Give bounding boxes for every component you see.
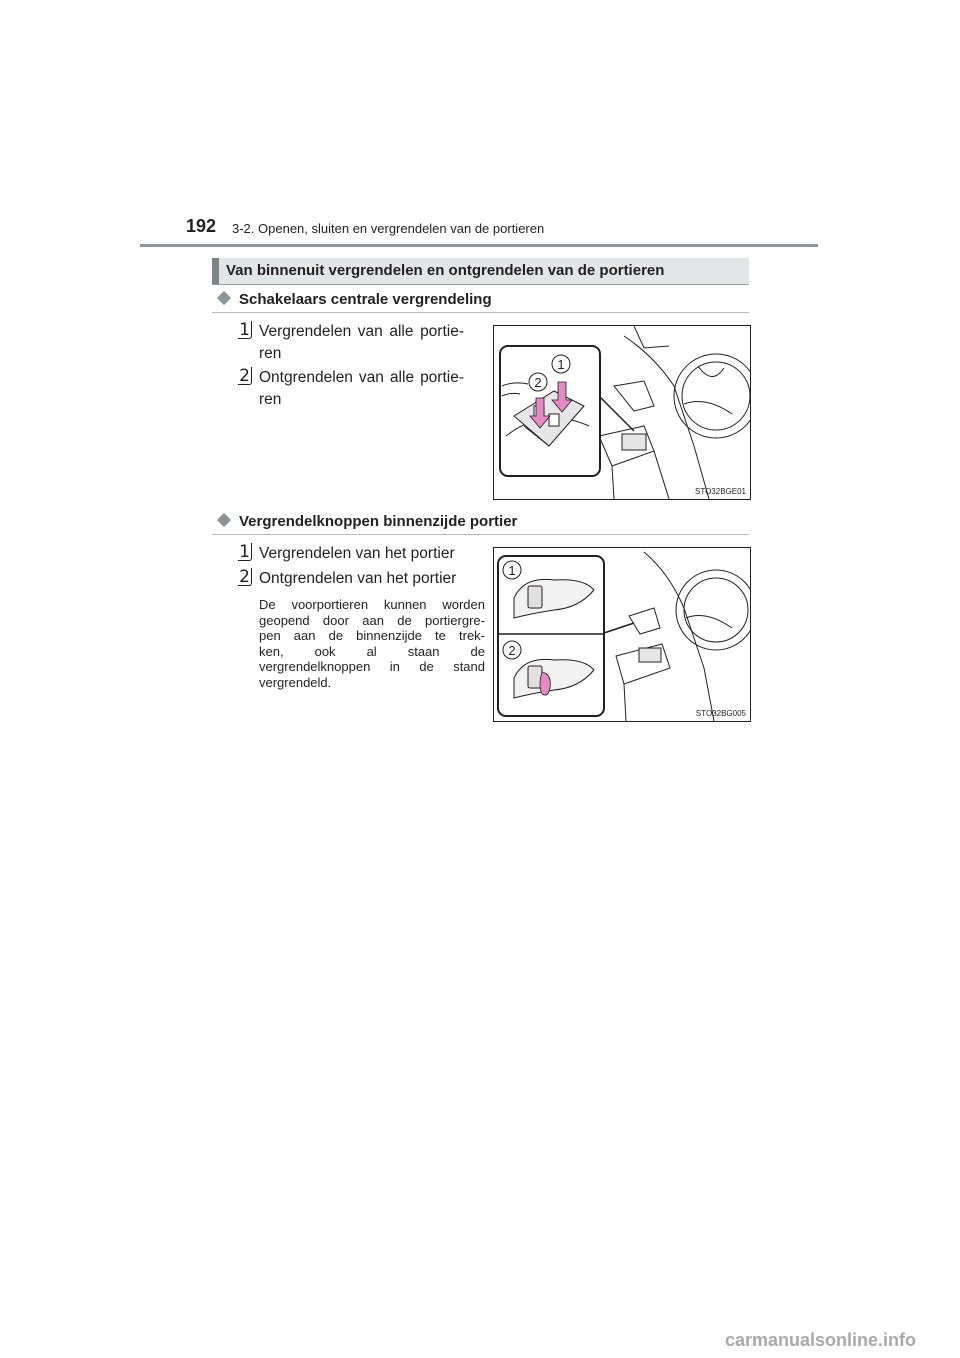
callout-1 [503, 561, 521, 579]
number-marker: 1 [238, 321, 252, 339]
watermark: carmanualsonline.info [725, 1330, 917, 1350]
running-title: 3-2. Openen, sluiten en vergrendelen van de portieren [232, 221, 545, 236]
number-marker: 1 [238, 543, 252, 561]
header-rule [140, 244, 818, 247]
illustration-dashboard-door-switch [494, 326, 750, 499]
note-line: pen aan de binnenzijde te trek- [259, 628, 485, 643]
item-text: Vergrendelen van alle portie- [259, 323, 464, 340]
subsection-rule [212, 312, 749, 313]
subsection-heading-door-lock-buttons [215, 513, 517, 530]
subsection-heading-text: Vergrendelknoppen binnenzijde portier [239, 513, 518, 530]
note-line: ken, ook al staan de [259, 643, 485, 659]
figure-code: STO32BGE01 [695, 487, 746, 496]
item-text: Ontgrendelen van alle portie- [259, 369, 464, 386]
diamond-bullet-icon [217, 291, 231, 305]
figure-central-locking-switch [493, 325, 751, 500]
subsection-heading-central-locking [215, 291, 492, 308]
figure-code: STO32BG005 [695, 709, 746, 718]
callout-2 [503, 641, 521, 659]
illustration-door-handle [494, 548, 750, 721]
section-bar-marker [212, 258, 219, 284]
section-title-bar [212, 258, 749, 285]
svg-text:1: 1 [557, 357, 565, 372]
item-text: Vergrendelen van het portier [259, 545, 455, 562]
section-title: Van binnenuit vergrendelen en ontgrendelen van de portieren [226, 262, 665, 279]
subsection-heading-text: Schakelaars centrale vergrendeling [239, 291, 492, 308]
item-text-continued: ren [259, 391, 282, 408]
note-line: geopend door aan de portiergre- [259, 612, 485, 628]
number-marker: 2 [238, 568, 252, 586]
callout-2 [529, 373, 547, 391]
subsection-rule [212, 534, 749, 535]
svg-text:2: 2 [534, 375, 542, 390]
item-text-continued: ren [259, 345, 282, 362]
figure-door-lock-buttons [493, 547, 751, 722]
note-paragraph [259, 597, 485, 690]
item-text: Ontgrendelen van het portier [259, 570, 457, 587]
svg-text:1: 1 [508, 563, 516, 578]
note-line: vergrendeld. [259, 674, 332, 690]
page-number: 192 [186, 216, 217, 236]
note-line: vergrendelknoppen in de stand [259, 659, 485, 674]
number-marker: 2 [238, 367, 252, 385]
diamond-bullet-icon [217, 513, 231, 527]
note-line: De voorportieren kunnen worden [259, 597, 485, 612]
callout-1 [552, 355, 570, 373]
svg-text:2: 2 [508, 643, 516, 658]
